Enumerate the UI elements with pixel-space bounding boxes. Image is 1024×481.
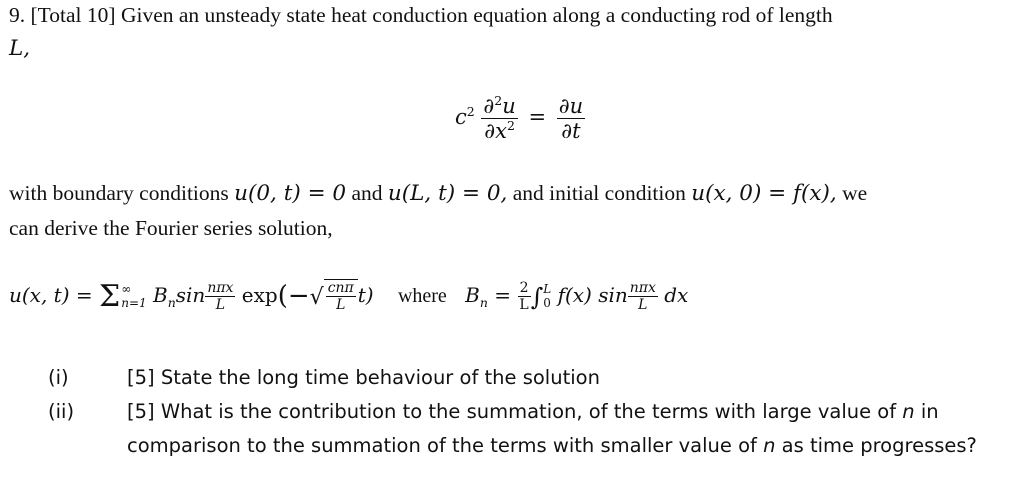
sum-symbol: Σ xyxy=(99,279,121,315)
bn-sub: n xyxy=(479,295,488,311)
integral-lower: 0 xyxy=(543,295,551,310)
where-text: where xyxy=(397,285,447,308)
eq1-equals: = xyxy=(528,105,547,130)
solution-coef-sub: n xyxy=(167,295,176,311)
eq1-lhs-partial: ∂ xyxy=(483,94,495,118)
solution-paren-open: (− xyxy=(277,281,310,312)
integral-symbol: ∫ xyxy=(530,283,544,312)
bn-frac-num: 2 xyxy=(519,280,529,296)
part-ii-var-n-1: n xyxy=(902,400,915,423)
boundary-condition-1: u(0, t) = 0 xyxy=(234,181,347,206)
conditions-and: and xyxy=(351,181,383,205)
eq1-coef: c xyxy=(455,105,467,130)
part-ii-text-d: as time progresses? xyxy=(775,434,977,457)
eq1-lhs-fraction xyxy=(481,94,517,143)
part-ii-text-b: in xyxy=(914,400,939,423)
sqrt-num: cnπ xyxy=(327,280,354,296)
question-header: 9. [Total 10] Given an unsteady state heat conduction equation along a conducting rod of length xyxy=(9,3,833,27)
question-header-continued: L, xyxy=(9,36,31,61)
conditions-text-c: we xyxy=(842,181,868,205)
eq1-lhs-var: u xyxy=(502,94,516,118)
solution-lhs: u(x, t) = xyxy=(9,283,93,308)
part-ii-line-1 xyxy=(127,400,939,423)
part-ii-text-a: [5] What is the contribution to the summation, of the terms with large value of xyxy=(127,400,903,423)
frac1-den: L xyxy=(215,297,226,314)
part-ii-label: (ii) xyxy=(48,400,75,423)
eq1-lhs-den: ∂x xyxy=(484,119,507,144)
eq1-lhs-num-exp: 2 xyxy=(494,93,503,108)
frac2-num: nπx xyxy=(629,280,656,296)
eq1-rhs-den: ∂t xyxy=(561,119,581,144)
boundary-condition-2: u(L, t) = 0, xyxy=(387,181,508,206)
bn-symbol: B xyxy=(465,283,480,308)
integrand: f(x) sin xyxy=(557,283,628,308)
conditions-text-b: and initial condition xyxy=(512,181,686,205)
solution-t: t) xyxy=(357,283,374,308)
integral-dx: dx xyxy=(664,283,689,308)
bn-fraction xyxy=(517,280,530,313)
part-i-text: [5] State the long time behaviour of the solution xyxy=(127,366,600,389)
fourier-solution: u(x, t) = Σ ∞ n=1 $B_n\sin$ $\frac{\text{nπx}}{L}$ exp(−√ $\frac{\text{cnπ}}{L}$ t) where $B_n$ = $\frac{2}{L}$ ∫ L 0 f(x) sin $\frac{\text{nπx}}{L}$ dx xyxy=(9,279,689,315)
integral-upper: L xyxy=(543,282,552,297)
sum-lower-limit: n=1 xyxy=(121,295,147,310)
solution-exp: exp xyxy=(241,283,278,308)
part-ii-var-n-2: n xyxy=(763,434,776,457)
frac1-num: nπx xyxy=(207,280,234,296)
solution-frac-1 xyxy=(205,280,235,313)
bn-equals: = xyxy=(494,283,512,308)
bn-frac-den: L xyxy=(519,297,529,314)
eq1-rhs-fraction xyxy=(557,94,585,143)
eq1-coef-exp: 2 xyxy=(466,104,475,120)
solution-frac-2 xyxy=(628,280,658,313)
frac2-den: L xyxy=(638,297,648,314)
heat-equation xyxy=(455,94,585,143)
part-ii-line-2 xyxy=(127,434,977,457)
eq1-lhs-den-exp: 2 xyxy=(506,118,515,134)
conditions-line-1 xyxy=(9,181,867,206)
conditions-text-a: with boundary conditions xyxy=(9,181,229,205)
part-ii-text-c: comparison to the summation of the terms with smaller value of xyxy=(127,434,764,457)
initial-condition: u(x, 0) = f(x), xyxy=(691,181,837,206)
sqrt-den: L xyxy=(336,297,346,314)
part-i-label: (i) xyxy=(48,366,69,389)
sum-upper-limit: ∞ xyxy=(121,282,132,297)
solution-sin: sin xyxy=(175,283,206,308)
conditions-line-2: can derive the Fourier series solution, xyxy=(9,216,333,240)
solution-coef: B xyxy=(153,283,168,308)
sqrt-fraction xyxy=(326,280,356,313)
eq1-rhs-num: ∂u xyxy=(558,94,584,118)
